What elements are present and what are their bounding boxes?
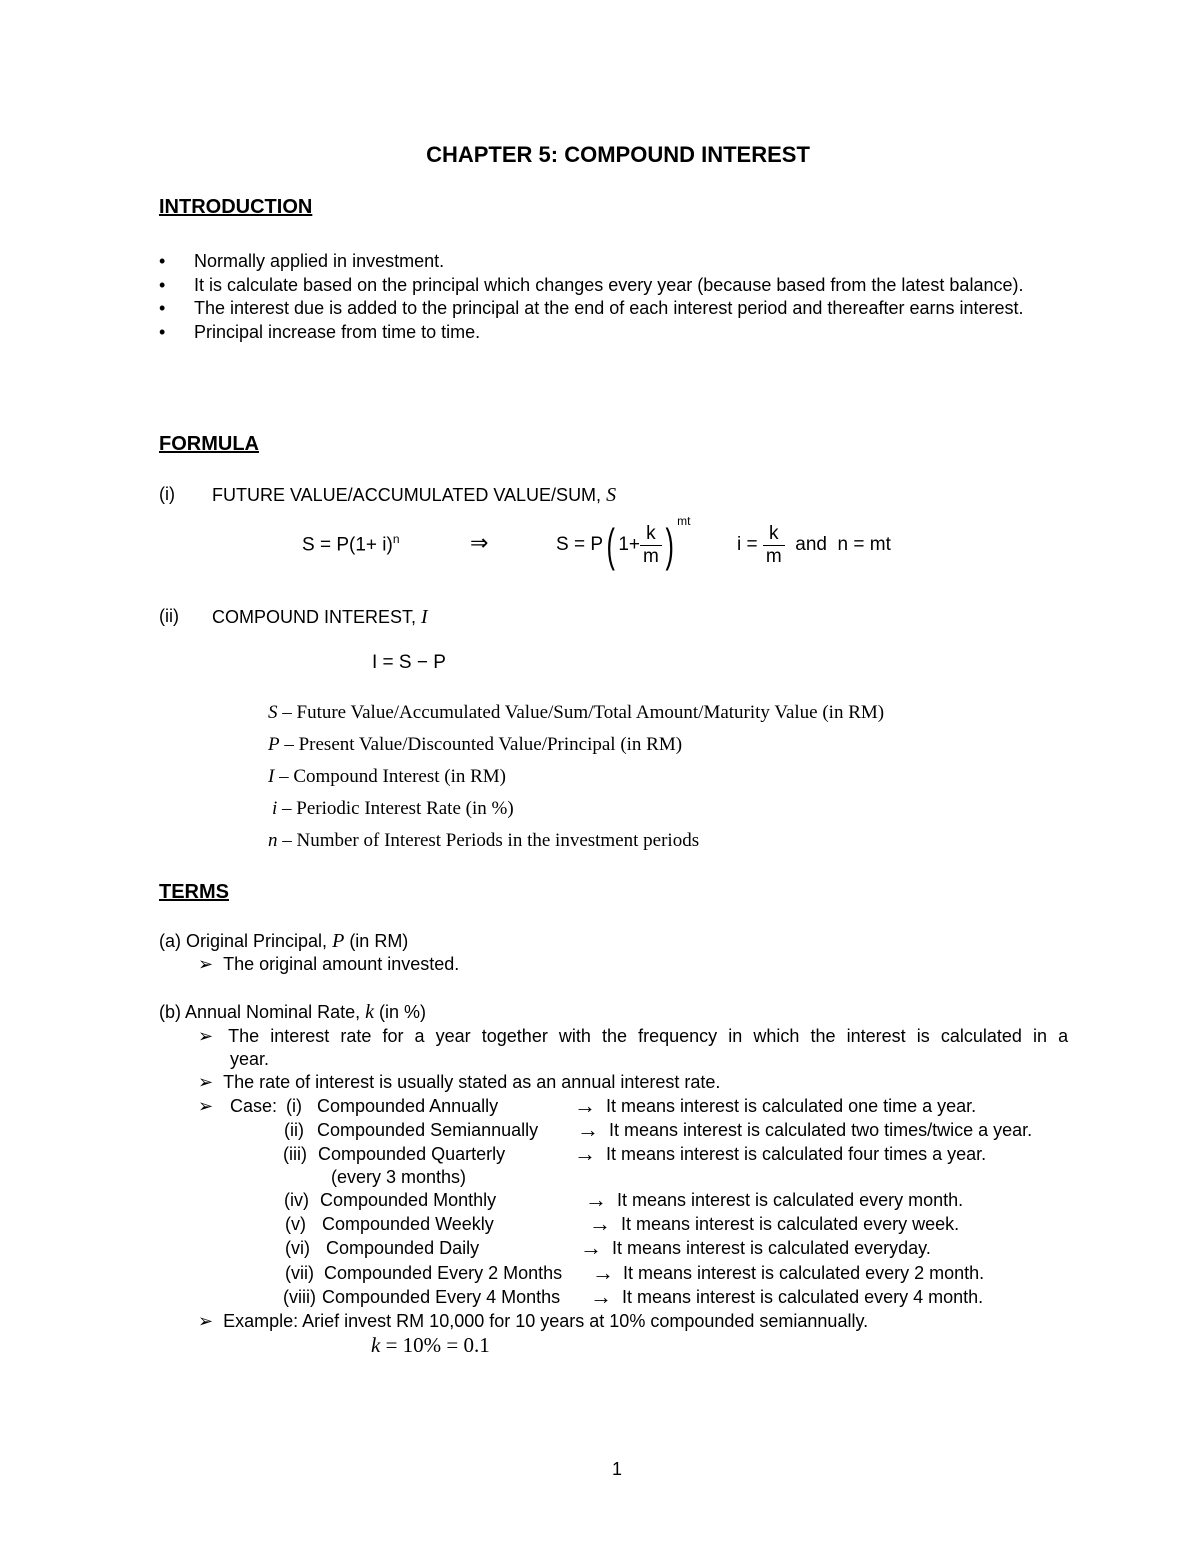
legend-item: S – Future Value/Accumulated Value/Sum/Total Amount/Maturity Value (in RM) bbox=[268, 702, 885, 723]
introduction-heading: INTRODUCTION bbox=[159, 196, 313, 218]
case-name: Compounded Weekly bbox=[322, 1214, 494, 1234]
bullet-icon: • bbox=[159, 251, 166, 271]
case-meaning: It means interest is calculated every 2 month. bbox=[623, 1263, 985, 1283]
case-prefix: Case: bbox=[230, 1096, 278, 1116]
term-description: ➢ The interest rate for a year together with the frequency in which the interest is calculated in a bbox=[198, 1026, 1069, 1046]
future-value-formula: $S = P(1+ i)^n$ bbox=[302, 532, 400, 556]
right-arrow-icon: → bbox=[592, 1260, 614, 1285]
case-name: Compounded Every 2 Months bbox=[324, 1263, 563, 1283]
formula-item-number: (ii) bbox=[159, 606, 179, 626]
case-number: (ii) bbox=[284, 1120, 304, 1140]
case-meaning: It means interest is calculated every 4 month. bbox=[622, 1287, 984, 1307]
example-equation: k = 10% = 0.1 bbox=[371, 1333, 490, 1357]
right-arrow-icon: → bbox=[585, 1187, 607, 1212]
case-number: (iii) bbox=[283, 1144, 307, 1164]
term-annual-nominal-rate: (b) Annual Nominal Rate, k (in %) bbox=[159, 1001, 427, 1023]
case-meaning: It means interest is calculated every week. bbox=[621, 1214, 960, 1234]
arrowhead-bullet-icon: ➢ bbox=[198, 1096, 214, 1116]
right-arrow-icon: → bbox=[574, 1141, 596, 1166]
chapter-title: CHAPTER 5: COMPOUND INTEREST bbox=[426, 142, 810, 167]
formula-item-label: COMPOUND INTEREST, I bbox=[212, 606, 428, 628]
term-description: ➢ The rate of interest is usually stated as an annual interest rate. bbox=[198, 1072, 721, 1092]
periodic-rate-formula: i = $\frac{k}{m}$ and n = mt bbox=[737, 522, 891, 567]
legend-item: I – Compound Interest (in RM) bbox=[268, 766, 507, 787]
case-number: (v) bbox=[285, 1214, 306, 1234]
terms-heading: TERMS bbox=[159, 881, 229, 903]
arrowhead-bullet-icon: ➢ bbox=[198, 1072, 214, 1092]
list-item: • The interest due is added to the principal at the end of each interest period and thereafter earns interest. bbox=[159, 297, 1077, 321]
legend-item: P – Present Value/Discounted Value/Principal (in RM) bbox=[268, 734, 683, 755]
term-example: ➢ Example: Arief invest RM 10,000 for 10 years at 10% compounded semiannually. bbox=[198, 1311, 869, 1331]
case-meaning: It means interest is calculated two times/twice a year. bbox=[609, 1120, 1033, 1140]
formula-item-number: (i) bbox=[159, 484, 175, 504]
case-meaning: It means interest is calculated everyday. bbox=[612, 1238, 931, 1258]
right-arrow-icon: → bbox=[589, 1211, 611, 1236]
right-arrow-icon: → bbox=[577, 1117, 599, 1142]
term-original-principal: (a) Original Principal, P (in RM) bbox=[159, 930, 409, 952]
list-item: • It is calculate based on the principal which changes every year (because based from the latest balance). bbox=[159, 274, 1077, 298]
term-description-continued: year. bbox=[230, 1049, 270, 1069]
term-description: ➢ The original amount invested. bbox=[198, 954, 460, 974]
case-meaning: It means interest is calculated every month. bbox=[617, 1190, 964, 1210]
case-number: (viii) bbox=[283, 1287, 316, 1307]
list-item: • Normally applied in investment. bbox=[159, 250, 1077, 274]
implies-arrow-icon: ⇒ bbox=[470, 530, 489, 555]
case-name: Compounded Every 4 Months bbox=[322, 1287, 561, 1307]
case-name: Compounded Annually bbox=[317, 1096, 499, 1116]
case-number: (vii) bbox=[285, 1263, 314, 1283]
case-name: Compounded Daily bbox=[326, 1238, 480, 1258]
arrowhead-bullet-icon: ➢ bbox=[198, 954, 214, 974]
right-arrow-icon: → bbox=[580, 1235, 602, 1260]
case-name: Compounded Semiannually bbox=[317, 1120, 539, 1140]
legend-item: i – Periodic Interest Rate (in %) bbox=[272, 798, 514, 819]
legend-item: n – Number of Interest Periods in the investment periods bbox=[268, 830, 700, 851]
arrowhead-bullet-icon: ➢ bbox=[198, 1311, 214, 1331]
case-number: (i) bbox=[286, 1096, 302, 1116]
compound-interest-formula: I = S − P bbox=[372, 652, 446, 673]
bullet-icon: • bbox=[159, 321, 166, 342]
right-arrow-icon: → bbox=[590, 1284, 612, 1309]
case-note: (every 3 months) bbox=[331, 1167, 467, 1187]
right-arrow-icon: → bbox=[574, 1093, 596, 1118]
case-name: Compounded Quarterly bbox=[318, 1144, 506, 1164]
bullet-icon: • bbox=[159, 274, 166, 295]
case-number: (vi) bbox=[285, 1238, 310, 1258]
formula-heading: FORMULA bbox=[159, 433, 259, 455]
bullet-icon: • bbox=[159, 298, 166, 318]
case-number: (iv) bbox=[284, 1190, 309, 1210]
formula-item-label: FUTURE VALUE/ACCUMULATED VALUE/SUM, S bbox=[212, 484, 617, 506]
case-name: Compounded Monthly bbox=[320, 1190, 497, 1210]
case-meaning: It means interest is calculated four times a year. bbox=[606, 1144, 987, 1164]
arrowhead-bullet-icon: ➢ bbox=[198, 1026, 214, 1046]
introduction-bullet-list bbox=[159, 250, 1077, 344]
future-value-compound-formula: S = P ( 1+ $\frac{k}{m}$ ) $^{mt}$ bbox=[556, 514, 691, 571]
list-item: • Principal increase from time to time. bbox=[159, 321, 1077, 345]
case-meaning: It means interest is calculated one time a year. bbox=[606, 1096, 977, 1116]
page-number: 1 bbox=[612, 1459, 623, 1479]
